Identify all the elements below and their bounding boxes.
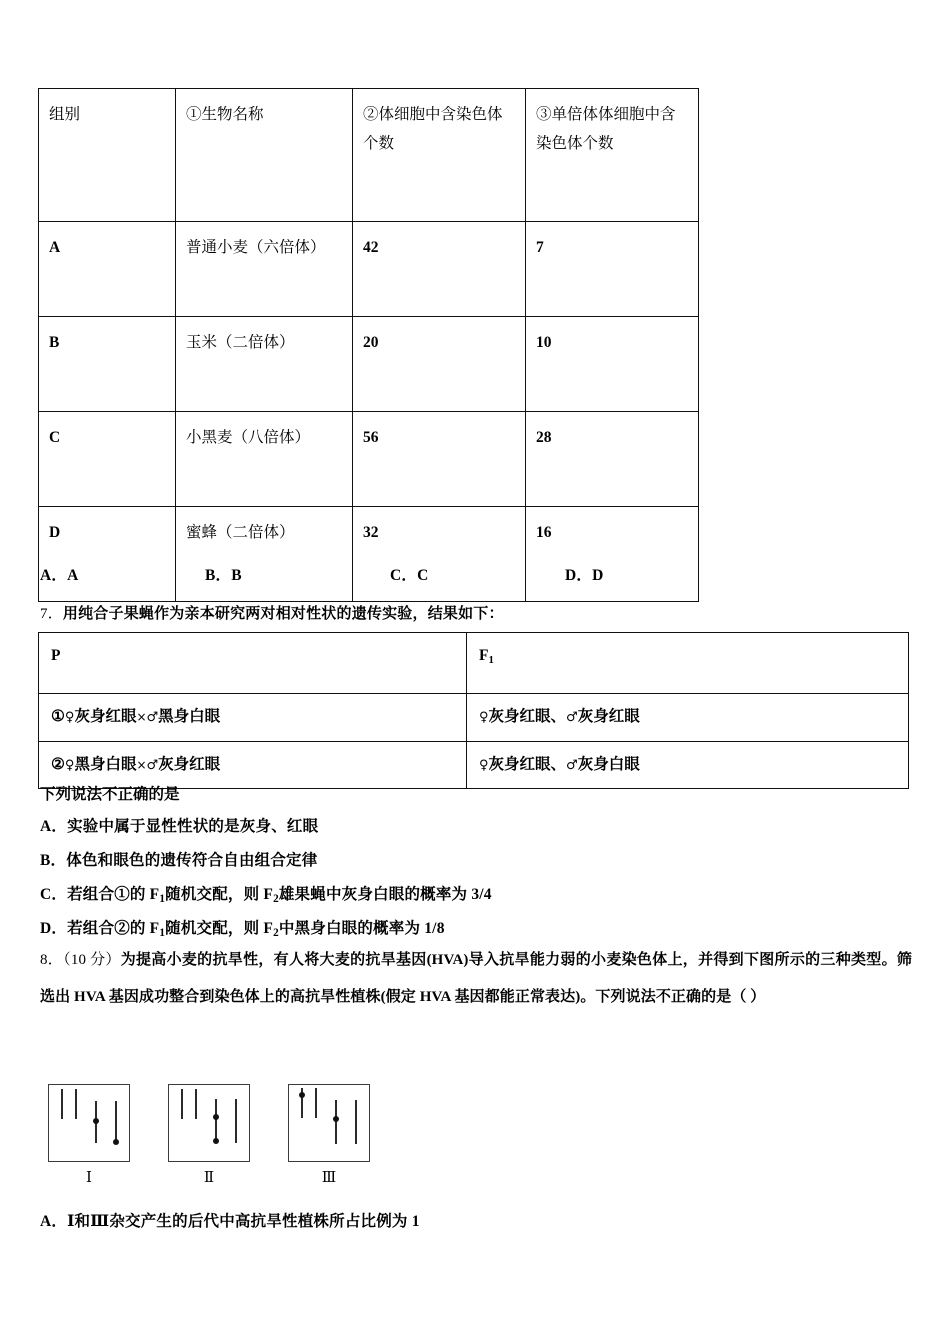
chromosome-diagram-strip [48,1084,468,1204]
option-d[interactable]: D．D [565,567,604,584]
option-c-mid: 随机交配，则 F [165,886,274,903]
option-a-label: A． [40,818,68,835]
female-symbol: ♀ [479,757,489,773]
male-trait: 黑身白眼 [158,708,221,725]
option-b[interactable]: B．B [205,567,242,584]
table-row [39,412,699,507]
question7-options [40,810,900,946]
option-b-text: 体色和眼色的遗传符合自由组合定律 [66,852,318,869]
option-d-pre: 若组合②的 F [67,920,160,937]
table-row [39,317,699,412]
cell-diagram-2 [168,1084,250,1162]
chromosome-line [195,1089,197,1119]
column-header-group: 组别 [39,89,176,222]
chromosome-line [235,1099,237,1143]
question7-stem [40,602,504,623]
question8-option-a[interactable]: A．Ⅰ和Ⅲ杂交产生的后代中高抗旱性植株所占比例为 1 [40,1213,420,1230]
hva-gene-marker-icon [213,1138,219,1144]
cell-group: D [39,507,176,602]
cross-index: ② [51,755,65,773]
cell-organism: 普通小麦（六倍体） [176,222,353,317]
diagram-label-1: Ⅰ [86,1168,92,1186]
option-d-sub2: 2 [273,927,279,940]
table-header-row [39,633,909,694]
option-d-label: D． [40,920,68,937]
option-d-mid: 随机交配，则 F [165,920,274,937]
cell-haploid: 28 [526,412,699,507]
question8-number: 8． [40,952,64,968]
female-trait: 黑身白眼 [74,755,137,773]
cell-organism: 小黑麦（八倍体） [176,412,353,507]
option-d-sub1: 1 [159,927,166,940]
female-symbol: ♀ [64,757,75,773]
cell-diagram-3 [288,1084,370,1162]
question7-prompt: 下列说法不正确的是 [40,786,180,803]
chromosome-line [355,1100,357,1144]
cross-index: ① [51,708,65,725]
hva-gene-marker-icon [113,1139,119,1145]
chromosome-line [75,1089,77,1119]
cell-somatic: 56 [353,412,526,507]
cell-organism: 玉米（二倍体） [176,317,353,412]
cell-somatic: 42 [353,222,526,317]
f1-male-trait: 灰身白眼 [577,755,640,773]
cell-haploid: 16 [526,507,699,602]
option-c-pre: 若组合①的 F [67,886,160,903]
option-b[interactable] [40,844,900,878]
option-d-post: 中黑身白眼的概率为 1/8 [278,920,445,937]
question8-stem-text: 为提高小麦的抗旱性，有人将大麦的抗旱基因(HVA)导入抗旱能力弱的小麦染色体上，并得到下图所示的三种类型。筛选出 HVA 基因成功整合到染色体上的高抗旱性植株(假定 HVA 基因都能正常表达)。下列说法不正确的是（ ） [40,952,912,1006]
cell-group: C [39,412,176,507]
column-header-haploid: ③单倍体体细胞中含染色体个数 [526,89,699,222]
cell-group: B [39,317,176,412]
option-d[interactable] [40,912,900,946]
option-c-label: C． [40,886,68,903]
cell-parent-cross [39,694,467,742]
option-c-sub2: 2 [273,893,279,906]
option-b-label: B． [40,852,67,869]
male-symbol: ♂ [566,757,578,773]
chromosome-count-table [38,88,699,602]
hva-gene-marker-icon [333,1116,339,1122]
chromosome-line [61,1089,63,1119]
table-row [39,507,699,602]
chromosome-line [335,1100,337,1144]
table-header-row [39,89,699,222]
cell-haploid: 7 [526,222,699,317]
question8-stem [40,942,912,1016]
female-symbol: ♀ [479,710,489,725]
option-c-post: 雄果蝇中灰身白眼的概率为 3/4 [278,886,492,903]
female-symbol: ♀ [64,710,75,725]
cell-f1-result [467,741,909,789]
option-a[interactable]: A．A [40,567,79,584]
question6-options [40,563,740,585]
chromosome-line [215,1099,217,1143]
multiply-icon: × [136,757,147,772]
hva-gene-marker-icon [213,1114,219,1120]
cell-somatic: 20 [353,317,526,412]
chromosome-line [115,1101,117,1143]
column-header-somatic: ②体细胞中含染色体个数 [353,89,526,222]
cell-diagram-1 [48,1084,130,1162]
option-c[interactable]: C．C [390,567,429,584]
option-c[interactable] [40,878,900,912]
cross-result-table [38,632,909,789]
multiply-icon: × [136,710,147,724]
cell-f1-result [467,694,909,742]
column-header-parents: P [39,633,467,694]
f1-female-trait: 灰身红眼、 [488,708,567,725]
diagram-label-3: Ⅲ [321,1168,337,1186]
cell-haploid: 10 [526,317,699,412]
table-row [39,222,699,317]
male-symbol: ♂ [146,710,159,725]
f1-male-trait: 灰身红眼 [577,708,640,725]
question7-stem-text: 用纯合子果蝇作为亲本研究两对相对性状的遗传实验，结果如下： [62,606,504,622]
chromosome-line [315,1088,317,1118]
f1-label: F [479,647,489,664]
column-header-f1 [467,633,909,694]
chromosome-line [181,1089,183,1119]
f1-subscript: 1 [488,654,494,667]
female-trait: 灰身红眼 [74,708,137,725]
f1-female-trait: 灰身红眼、 [488,755,567,773]
cell-organism: 蜜蜂（二倍体） [176,507,353,602]
option-a[interactable] [40,810,900,844]
column-header-organism: ①生物名称 [176,89,353,222]
cell-group: A [39,222,176,317]
cell-somatic: 32 [353,507,526,602]
option-c-sub1: 1 [159,893,166,906]
option-a-text: 实验中属于显性性状的是灰身、红眼 [67,818,319,835]
hva-gene-marker-icon [93,1118,99,1124]
hva-gene-marker-icon [299,1092,305,1098]
question7-number: 7． [40,606,63,622]
diagram-label-2: Ⅱ [203,1168,215,1186]
male-symbol: ♂ [566,710,578,725]
question8-score: （10 分） [63,952,121,968]
male-trait: 灰身红眼 [158,755,221,773]
table-row [39,694,909,742]
male-symbol: ♂ [146,757,159,773]
